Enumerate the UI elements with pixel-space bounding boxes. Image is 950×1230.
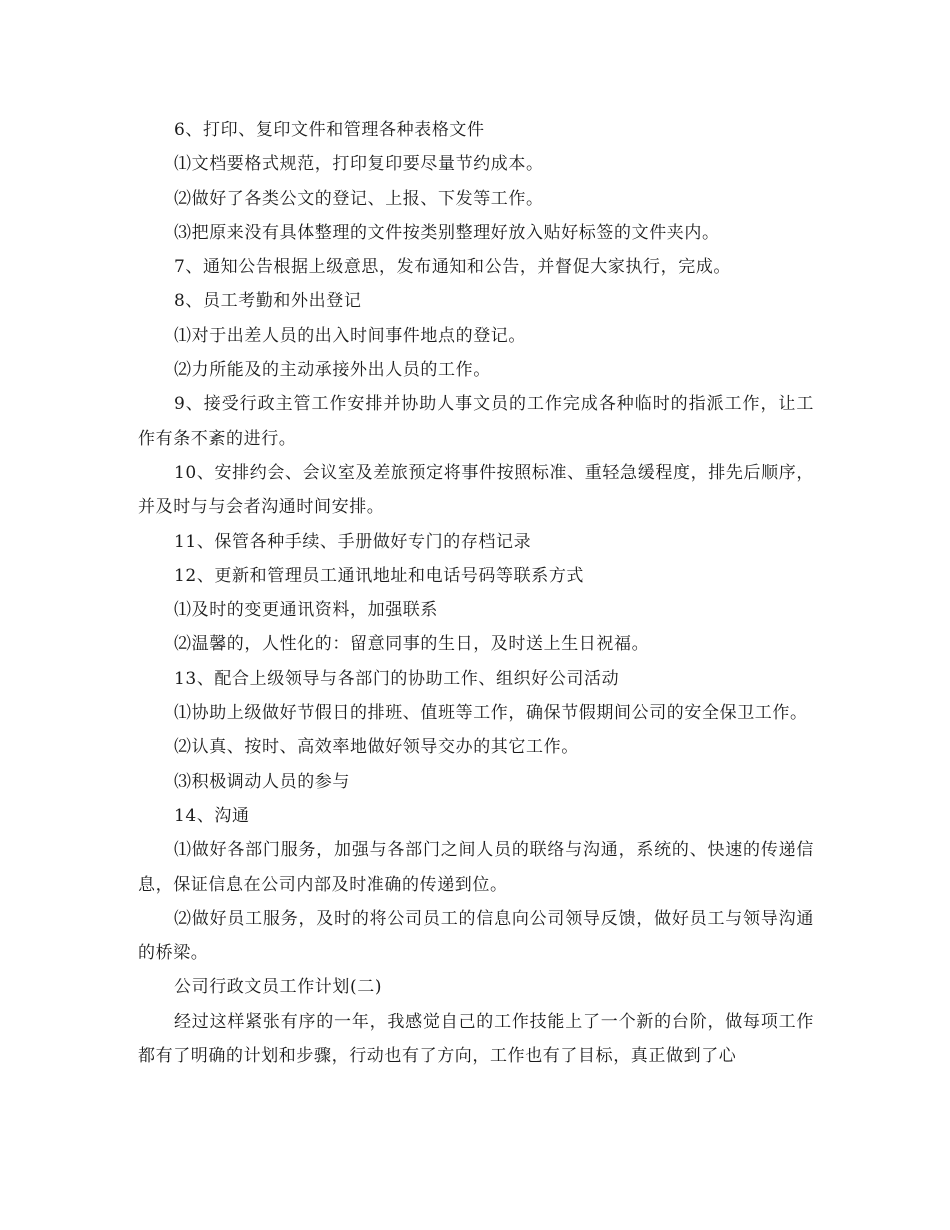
paragraph-7: 7、通知公告根据上级意思，发布通知和公告，并督促大家执行，完成。 <box>174 257 732 278</box>
document-body <box>138 113 814 1073</box>
paragraph-11: 11、保管各种手续、手册做好专门的存档记录 <box>174 531 532 552</box>
paragraph-6-3: ⑶把原来没有具体整理的文件按类别整理好放入贴好标签的文件夹内。 <box>174 222 720 243</box>
paragraph-10: 10、安排约会、会议室及差旅预定将事件按照标准、重轻急缓程度，排先后顺序，并及时与与会者沟通时间安排。 <box>138 462 814 518</box>
paragraph-13-1: ⑴协助上级做好节假日的排班、值班等工作，确保节假期间公司的安全保卫工作。 <box>174 703 808 724</box>
paragraph-12-2: ⑵温馨的，人性化的：留意同事的生日，及时送上生日祝福。 <box>174 634 650 655</box>
paragraph-8-heading: 8、员工考勤和外出登记 <box>174 291 362 312</box>
paragraph-14-1: ⑴做好各部门服务，加强与各部门之间人员的联络与沟通，系统的、快速的传递信息，保证信息在公司内部及时准确的传递到位。 <box>138 840 814 895</box>
paragraph-8-2: ⑵力所能及的主动承接外出人员的工作。 <box>174 360 491 381</box>
paragraph-6-1: ⑴文档要格式规范，打印复印要尽量节约成本。 <box>174 154 544 175</box>
paragraph-12-heading: 12、更新和管理员工通讯地址和电话号码等联系方式 <box>174 565 585 586</box>
paragraph-12-1: ⑴及时的变更通讯资料，加强联系 <box>174 600 438 621</box>
paragraph-13-3: ⑶积极调动人员的参与 <box>174 771 350 792</box>
paragraph-6-2: ⑵做好了各类公文的登记、上报、下发等工作。 <box>174 188 544 209</box>
paragraph-6-heading: 6、打印、复印文件和管理各种表格文件 <box>174 120 485 140</box>
paragraph-9: 9、接受行政主管工作安排并协助人事文员的工作完成各种临时的指派工作，让工作有条不紊的进行。 <box>138 394 814 449</box>
paragraph-13-2: ⑵认真、按时、高效率地做好领导交办的其它工作。 <box>174 737 579 758</box>
paragraph-8-1: ⑴对于出差人员的出入时间事件地点的登记。 <box>174 325 526 346</box>
paragraph-13-heading: 13、配合上级领导与各部门的协助工作、组织好公司活动 <box>174 668 620 689</box>
paragraph-14-heading: 14、沟通 <box>174 805 250 826</box>
paragraph-14-2: ⑵做好员工服务，及时的将公司员工的信息向公司领导反馈，做好员工与领导沟通的桥梁。 <box>138 908 814 964</box>
paragraph-plan-2-intro: 经过这样紧张有序的一年，我感觉自己的工作技能上了一个新的台阶，做每项工作都有了明确的计划和步骤，行动也有了方向，工作也有了目标，真正做到了心 <box>138 1011 814 1067</box>
section-title-plan-2: 公司行政文员工作计划(二) <box>174 977 383 998</box>
